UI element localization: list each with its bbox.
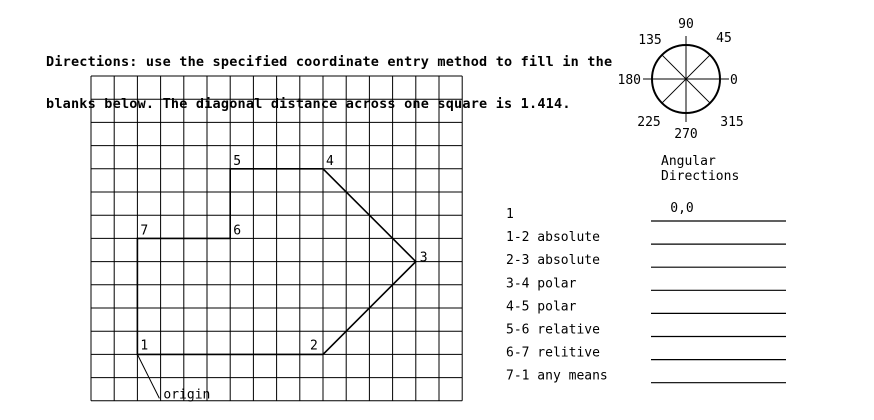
vertex-label-4: 4 [326, 153, 334, 169]
dial-angle-label-225: 225 [637, 115, 661, 130]
table-row-label: 1-2 absolute [506, 230, 600, 246]
directions-line-2: blanks below. The diagonal distance across one square is 1.414. [46, 96, 571, 112]
table-row-label: 5-6 relative [506, 322, 600, 338]
directions-line-1: Directions: use the specified coordinate entry method to fill in the [46, 54, 613, 70]
answer-table [506, 201, 786, 384]
origin-leader-line [137, 354, 159, 398]
table-row-label: 3-4 polar [506, 276, 577, 292]
dial-caption-line-2: Directions [661, 169, 740, 184]
vertex-label-3: 3 [419, 250, 428, 266]
origin-label: origin [163, 387, 211, 403]
dial-angle-label-180: 180 [617, 73, 641, 88]
dial-angle-label-270: 270 [674, 127, 698, 142]
table-row-label: 2-3 absolute [506, 253, 600, 269]
dial-angle-label-135: 135 [638, 33, 662, 48]
table-row-label: 6-7 relitive [506, 345, 600, 361]
dial-angle-label-0: 0 [730, 73, 738, 88]
table-row-label: 1 [506, 207, 514, 222]
dial-caption-line-1: Angular [661, 154, 716, 169]
vertex-label-7: 7 [140, 223, 149, 239]
angular-directions-dial [618, 17, 744, 184]
vertex-label-6: 6 [233, 223, 242, 239]
vertex-label-5: 5 [233, 153, 242, 169]
vertex-label-2: 2 [310, 338, 318, 354]
dial-angle-label-45: 45 [716, 31, 732, 46]
polygon-shape [137, 154, 427, 403]
answer-value: 0,0 [670, 201, 694, 216]
table-row-label: 4-5 polar [506, 299, 577, 315]
vertex-label-1: 1 [140, 338, 149, 354]
dial-angle-label-315: 315 [720, 115, 744, 130]
table-row-label: 7-1 any means [506, 368, 608, 384]
dial-angle-label-90: 90 [678, 17, 694, 32]
